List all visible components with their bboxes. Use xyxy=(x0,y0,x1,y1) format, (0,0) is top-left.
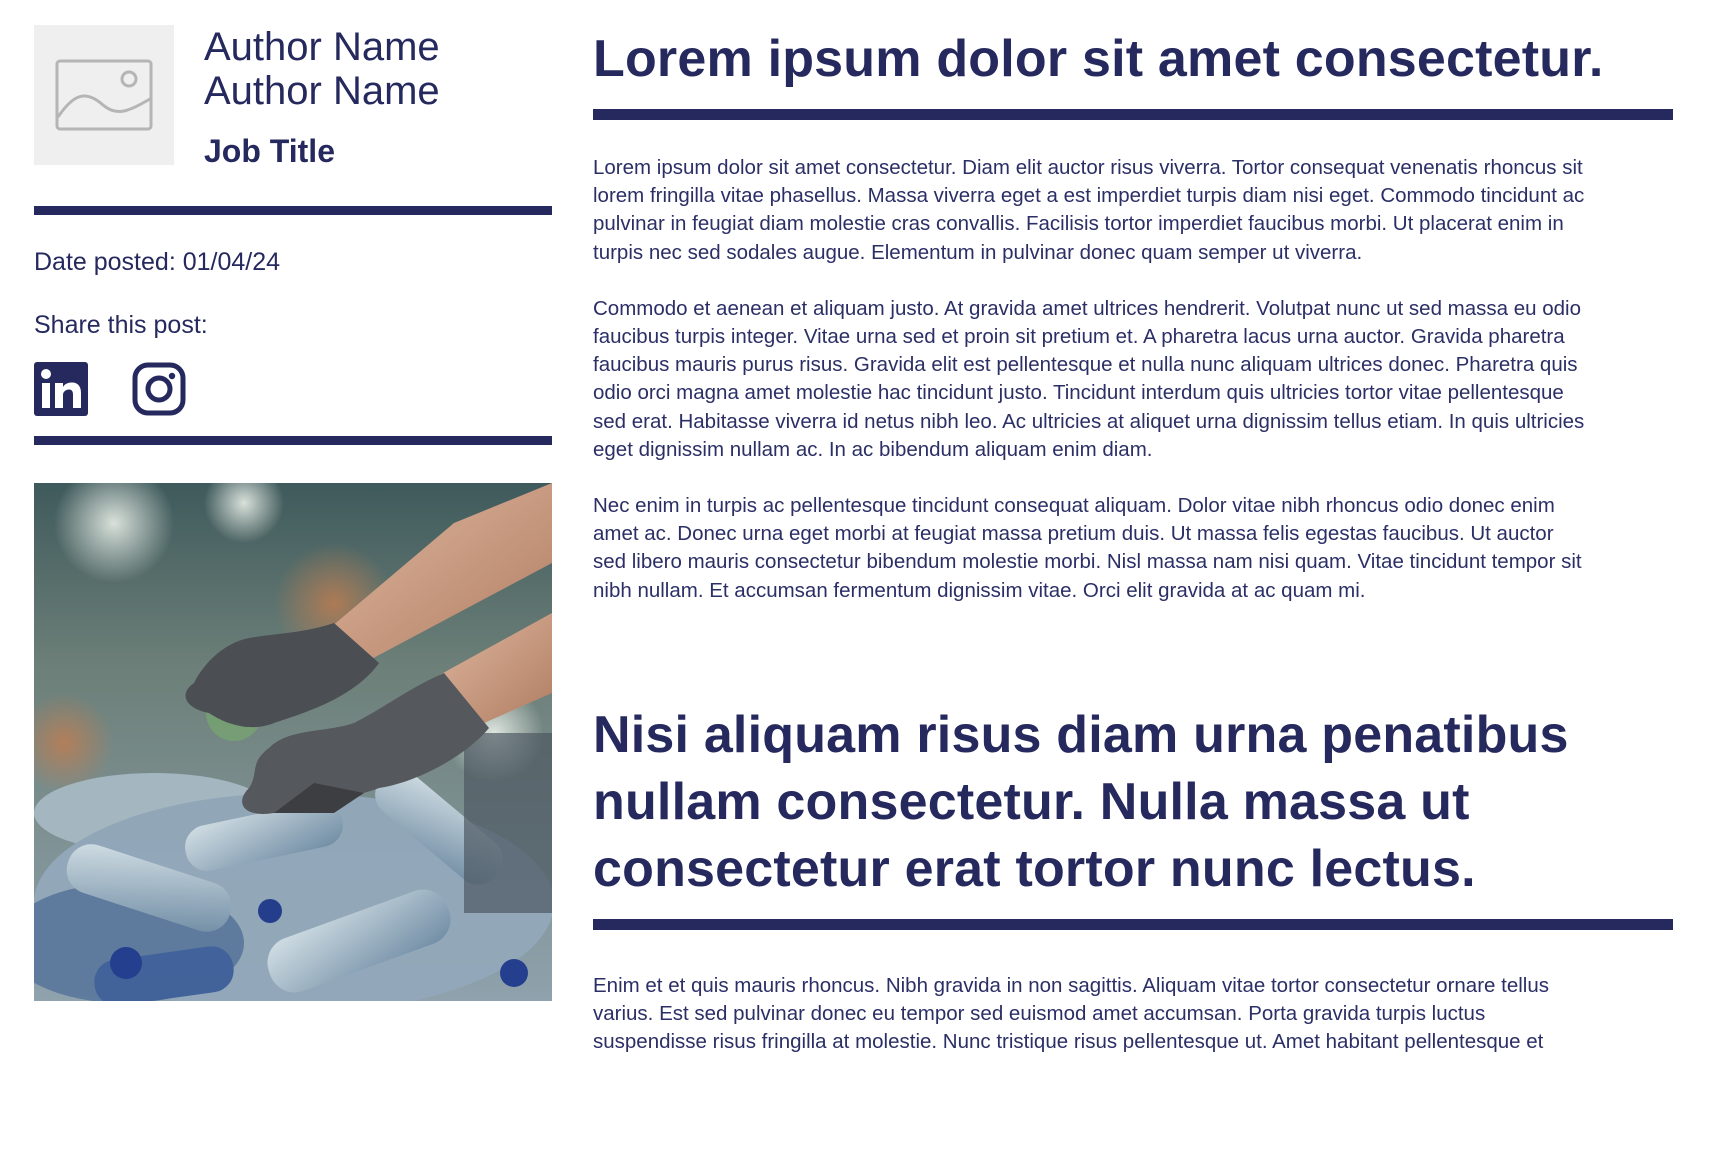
instagram-icon[interactable] xyxy=(132,362,186,416)
article-paragraph-2: Commodo et aenean et aliquam justo. At gravida amet ultrices hendrerit. Volutpat nunc ut sed massa eu odio faucibus turpis integer. Vitae urna sed et proin sit pretium et. A pharetra lacus urna auctor. Gravida pharetra faucibus mauris purus risus. Gravida elit est pellentesque et nulla nunc aliquam ultrices donec. Pharetra quis odio orci magna amet molestie hac tincidunt justo. Tincidunt interdum quis ultricies tortor vitae pellentesque sed erat. Habitasse viverra id netus nibh leo. Ac ultricies at aliquet urna dignissim tellus etiam. In quis ultricies eget dignissim nullam ac. In ac bibendum aliquam enim diam. xyxy=(593,296,1585,461)
article xyxy=(593,26,1673,1056)
article-paragraph-1: Lorem ipsum dolor sit amet consectetur. Diam elit auctor risus viverra. Tortor consequat venenatis rhoncus sit lorem fringilla vitae phasellus. Massa viverra eget a est imperdiet turpis diam nisi eget. Commodo tincidunt ac pulvinar in feugiat diam molestie cras convallis. Facilisis tortor imperdiet faucibus morbi. Ut placerat enim in turpis nec sed sodales augue. Elementum in pulvinar donec quam semper ut viverra. xyxy=(593,156,1585,264)
author-name-line-1: Author Name xyxy=(204,25,440,69)
heading-1-divider xyxy=(593,109,1673,120)
article-paragraph-4: Enim et et quis mauris rhoncus. Nibh gravida in non sagittis. Aliquam vitae tortor consectetur ornare tellus varius. Est sed pulvinar donec eu tempor sed euismod amet accumsan. Porta gravida turpis luctus suspendisse risus fringilla at molestie. Nunc tristique risus pellentesque ut. Amet habitant pellentesque et xyxy=(593,973,1549,1054)
heading-2-divider xyxy=(593,919,1673,930)
recycling-plastic-bottles-photo xyxy=(34,483,552,1001)
job-title: Job Title xyxy=(204,133,335,169)
sidebar-divider-top xyxy=(34,206,552,215)
social-share-links xyxy=(34,362,552,416)
author-text xyxy=(204,25,440,170)
author-name-line-2: Author Name xyxy=(204,69,440,113)
article-heading-1: Lorem ipsum dolor sit amet consectetur. xyxy=(593,30,1604,88)
linkedin-icon[interactable] xyxy=(34,362,88,416)
sidebar-divider-bottom xyxy=(34,436,552,445)
author-avatar xyxy=(34,25,174,165)
author-card xyxy=(34,25,552,170)
article-paragraph-3: Nec enim in turpis ac pellentesque tincidunt consequat aliquam. Dolor vitae nibh rhoncus odio donec enim amet ac. Donec urna eget morbi at feugiat massa pretium duis. Ut massa felis egestas faucibus. Ut auctor sed libero mauris consectetur bibendum molestie morbi. Nisl massa nam nisi quam. Vitae tincidunt tempor sit nibh nullam. Et accumsan fermentum dignissim vitae. Orci elit gravida at ac quam mi. xyxy=(593,494,1582,602)
image-placeholder-icon xyxy=(55,59,153,131)
share-label: Share this post: xyxy=(34,311,208,339)
date-posted: Date posted: 01/04/24 xyxy=(34,248,281,276)
article-heading-2: Nisi aliquam risus diam urna penatibus nullam consectetur. Nulla massa ut consectetur erat tortor nunc lectus. xyxy=(593,705,1569,898)
author-sidebar xyxy=(34,25,552,1001)
